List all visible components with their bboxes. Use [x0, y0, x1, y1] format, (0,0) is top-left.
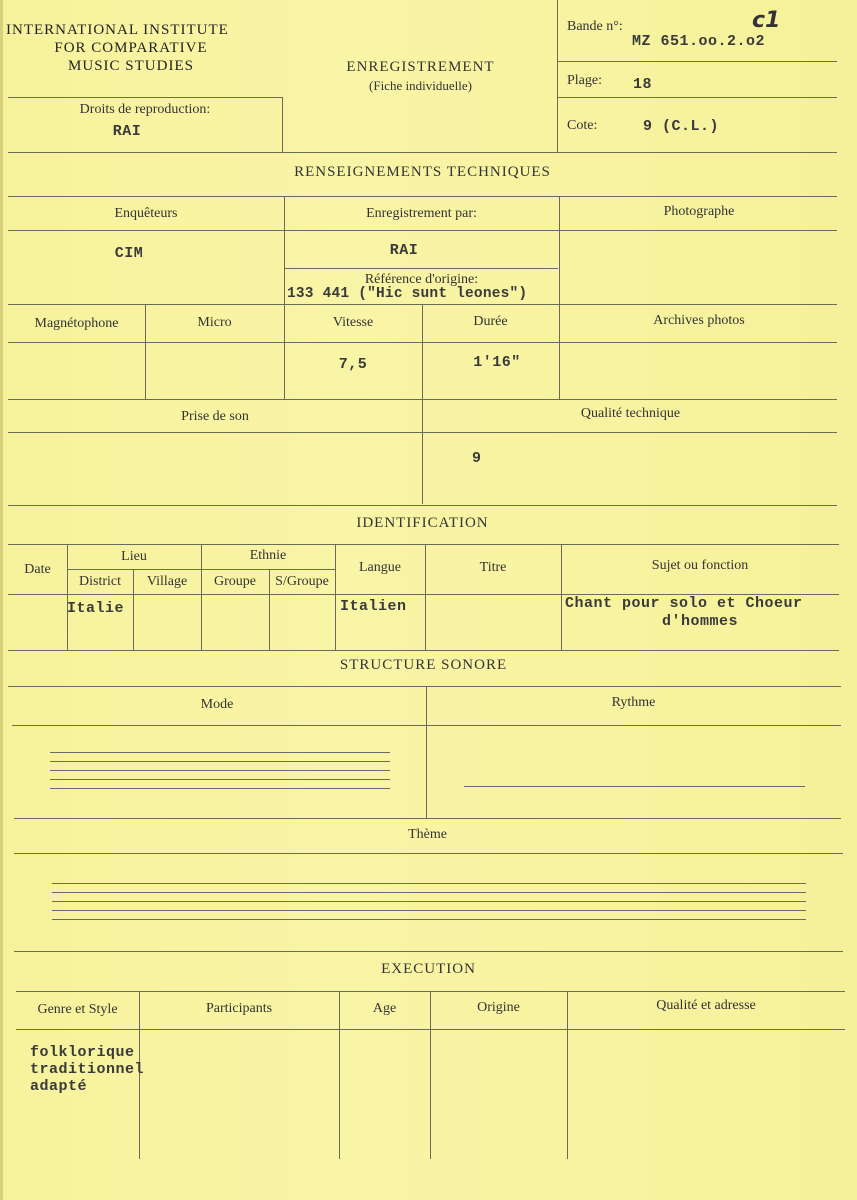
divider: [16, 1029, 845, 1030]
writing-line: [52, 901, 806, 902]
genre-value-line-1: folklorique: [30, 1044, 135, 1061]
titre-label: Titre: [479, 560, 507, 575]
divider: [12, 725, 841, 726]
writing-line: [50, 752, 390, 753]
writing-line: [52, 919, 806, 920]
rights-label: Droits de reproduction:: [79, 102, 211, 117]
district-label: District: [79, 574, 121, 589]
divider: [282, 97, 283, 152]
divider: [8, 230, 837, 231]
structure-section-title: STRUCTURE SONORE: [339, 657, 508, 673]
langue-label: Langue: [359, 560, 401, 575]
form-title: ENREGISTREMENT: [346, 59, 495, 75]
bande-label: Bande n°:: [567, 19, 623, 34]
theme-label: Thème: [408, 827, 447, 842]
institute-line-1: INTERNATIONAL INSTITUTE: [6, 22, 229, 38]
divider: [14, 818, 841, 819]
execution-section-title: EXECUTION: [381, 961, 476, 977]
micro-label: Micro: [197, 315, 232, 330]
divider: [8, 544, 839, 545]
mode-label: Mode: [200, 697, 234, 712]
cote-label: Cote:: [567, 118, 598, 133]
groupe-label: Groupe: [214, 574, 256, 589]
writing-line: [50, 770, 390, 771]
divider: [67, 569, 335, 570]
duree-value: 1'16": [473, 354, 521, 371]
qualite-label: Qualité technique: [580, 406, 681, 421]
village-label: Village: [146, 574, 188, 589]
divider: [557, 61, 837, 62]
bande-value: MZ 651.oo.2.o2: [632, 33, 766, 50]
writing-line: [52, 892, 806, 893]
writing-line: [464, 786, 805, 787]
divider: [8, 432, 837, 433]
technique-section-title: RENSEIGNEMENTS TECHNIQUES: [294, 164, 551, 180]
writing-line: [52, 910, 806, 911]
divider: [8, 399, 837, 400]
ref-value: 133 441 ("Hic sunt leones"): [287, 286, 528, 302]
genre-value-line-2: traditionnel: [30, 1061, 145, 1078]
divider: [285, 268, 558, 269]
divider: [14, 951, 843, 952]
district-value: Italie: [67, 600, 125, 617]
langue-value: Italien: [340, 598, 407, 615]
divider: [8, 196, 837, 197]
cote-value: 9 (C.L.): [643, 118, 720, 135]
archives-label: Archives photos: [653, 313, 745, 328]
ref-label: Référence d'origine:: [364, 272, 479, 287]
prise-label: Prise de son: [181, 409, 249, 424]
sujet-label: Sujet ou fonction: [651, 558, 749, 573]
enqueteurs-value: CIM: [114, 245, 144, 262]
vitesse-label: Vitesse: [332, 315, 374, 330]
genre-label: Genre et Style: [37, 1002, 118, 1017]
qualite-value: 9: [472, 450, 482, 467]
rights-value: RAI: [112, 123, 142, 140]
form-subtitle: (Fiche individuelle): [369, 78, 472, 93]
divider: [567, 991, 568, 1159]
photographe-label: Photographe: [663, 204, 735, 219]
divider: [14, 853, 843, 854]
participants-label: Participants: [205, 1001, 273, 1016]
divider: [8, 650, 839, 651]
divider: [430, 991, 431, 1159]
rythme-label: Rythme: [611, 695, 656, 710]
plage-label: Plage:: [567, 73, 602, 88]
date-label: Date: [24, 562, 51, 577]
enqueteurs-label: Enquêteurs: [114, 206, 178, 221]
handwritten-mark: c1: [752, 8, 781, 33]
duree-label: Durée: [473, 314, 508, 329]
divider: [8, 505, 837, 506]
qualite-adresse-label: Qualité et adresse: [656, 998, 756, 1013]
writing-line: [52, 883, 806, 884]
institute-line-3: MUSIC STUDIES: [68, 58, 194, 74]
divider: [557, 0, 558, 152]
institute-line-2: FOR COMPARATIVE: [54, 40, 208, 56]
ethnie-label: Ethnie: [249, 548, 287, 563]
sujet-value-line-2: d'hommes: [661, 613, 738, 630]
divider: [8, 97, 282, 98]
divider: [8, 686, 841, 687]
writing-line: [50, 788, 390, 789]
divider: [422, 304, 423, 504]
divider: [557, 97, 837, 98]
plage-value: 18: [633, 76, 653, 93]
magnetophone-label: Magnétophone: [34, 316, 119, 331]
lieu-label: Lieu: [121, 549, 147, 564]
card-edge: [0, 0, 3, 1200]
sujet-value-line-1: Chant pour solo et Choeur: [565, 595, 803, 612]
genre-value-line-3: adapté: [30, 1078, 88, 1095]
divider: [8, 342, 837, 343]
origine-label: Origine: [477, 1000, 520, 1015]
writing-line: [50, 761, 390, 762]
enreg-par-value: RAI: [389, 242, 419, 259]
vitesse-value: 7,5: [338, 356, 368, 373]
divider: [8, 152, 837, 153]
enreg-par-label: Enregistrement par:: [366, 206, 477, 221]
age-label: Age: [372, 1001, 397, 1016]
writing-line: [50, 779, 390, 780]
sgroupe-label: S/Groupe: [275, 574, 329, 589]
identification-section-title: IDENTIFICATION: [356, 515, 489, 531]
